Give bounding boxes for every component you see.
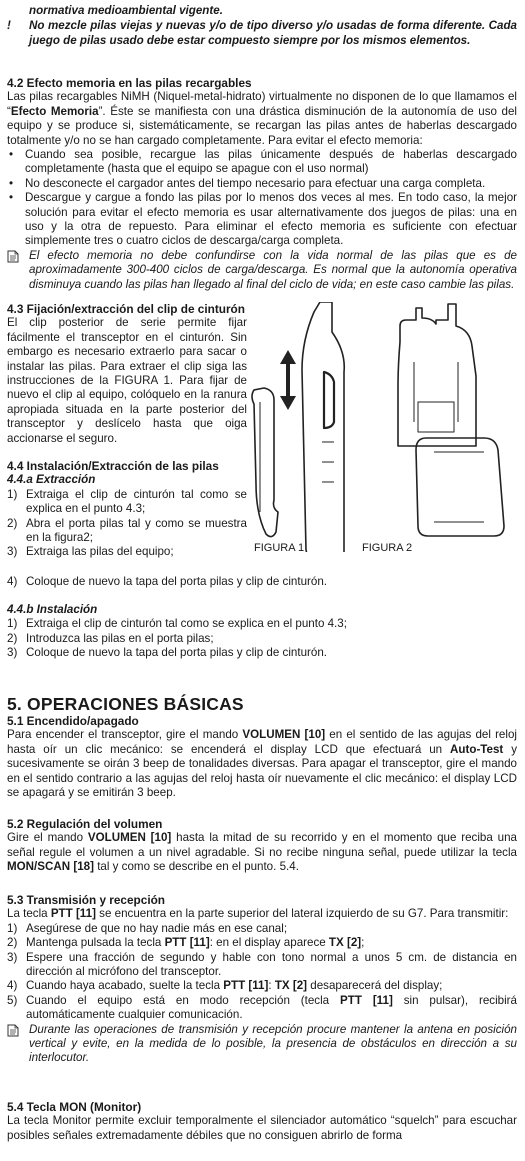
exclamation-icon: ! (7, 19, 11, 33)
note-item (7, 1023, 517, 1066)
figure-1-label: FIGURA 1 (254, 542, 305, 554)
step-number: 2) (7, 631, 18, 645)
battery-cover-shape (416, 438, 504, 536)
figure-2-label: FIGURA 2 (362, 542, 413, 554)
step-text (26, 979, 517, 993)
section-5-2 (7, 817, 517, 875)
text-run: tal y como se describe en el punto. 5.4. (93, 860, 299, 874)
section-4-2 (7, 76, 517, 292)
step-number: 3) (7, 950, 18, 964)
section-5-4-title: 5.4 Tecla MON (Monitor) (7, 1100, 142, 1114)
step-item (7, 575, 517, 589)
step-4-row (7, 575, 517, 589)
step-item (7, 951, 517, 980)
volume-key-ref: VOLUMEN [10] (87, 831, 172, 845)
section-5-4-body: La tecla Monitor permite excluir temporalmente el silenciador automático “squelch” para escuchar posibles señales extremadamente débiles que no consiguen abrirlo de forma (7, 1114, 517, 1142)
text-run: Asegúrese de que no hay nadie más en ese canal; (26, 921, 288, 935)
text-run: : (268, 979, 275, 993)
step-item (7, 632, 517, 646)
step-number: 4) (7, 575, 18, 588)
section-4-4-title: 4.4 Instalación/Extracción de las pilas (7, 459, 219, 473)
warning-text: No mezcle pilas viejas y nuevas y/o de tipo diverso y/o usadas de forma diferente. Cada juego de pilas usado debe estar compuesto siempre por los mismos elementos. (29, 19, 517, 47)
text-run: ; (361, 936, 365, 950)
bullet-text: No desconecte el cargador antes del tiempo necesario para efectuar una carga completa. (25, 176, 486, 190)
ptt-key-ref: PTT [11] (50, 907, 96, 921)
step-number: 4) (7, 979, 18, 993)
tx-indicator-ref: TX [2] (328, 936, 362, 950)
text-run: Para encender el transceptor, gire el mando (7, 728, 243, 742)
ptt-key-ref: PTT [11] (164, 936, 210, 950)
section-4-3-body: El clip posterior de serie permite fijar fácilmente el transceptor en el cinturón. Sin embargo es necesario extraerlo para sacar o instalar las pilas. Para extraer el clip siga las instrucciones de la FIGURA 1. Para fijar de nuevo el clip al equipo, colóquelo en la ranura apropiada situada en la parte posterior del transceptor y deslícelo hasta que oiga accionarse el seguro. (7, 316, 247, 445)
text-run: Cuando el equipo está en modo recepción (tecla (26, 993, 341, 1007)
note-item (7, 249, 517, 292)
text-run: sin pulsar), recibirá automáticamente cualquier comunicación. (26, 993, 517, 1022)
section-5-2-body (7, 831, 517, 874)
section-5-1-body (7, 728, 517, 800)
bullet-item (7, 191, 517, 249)
step-item (7, 936, 517, 950)
step-text: Coloque de nuevo la tapa del porta pilas y clip de cinturón. (26, 575, 327, 588)
note-text: El efecto memoria no debe confundirse con la vida normal de las pilas que es de aproximadamente 300-400 ciclos de carga/descarga. Es normal que la autonomía operativa disminuya cuando las pilas han llegado al final del ciclo de vida; en este caso cambie las pilas. (29, 248, 517, 291)
tx-indicator-ref: TX [2] (274, 979, 308, 993)
note-icon (7, 1023, 29, 1066)
env-regulation-line: normativa medioambiental vigente. (29, 4, 223, 17)
ptt-key-ref: PTT [11] (340, 993, 393, 1007)
step-number: 1) (7, 487, 18, 501)
note-icon (7, 249, 29, 292)
step-item (7, 517, 247, 546)
text-run: Mantenga pulsada la tecla (26, 936, 165, 950)
step-text: Coloque de nuevo la tapa del porta pilas y clip de cinturón. (26, 646, 327, 660)
bullet-text: Descargue y cargue a fondo las pilas por lo menos dos veces al mes. En todo caso, la mejor solución para evitar el efecto memoria es usar alternativamente dos juegos de pilas: una en uso y la otra de repuesto. Para eliminar el efecto memoria es suficiente con efectuar simplemente tres o cuatro ciclos de descarga/carga completa. (25, 191, 517, 248)
bullet-mark: • (9, 148, 14, 162)
step-item (7, 994, 517, 1023)
bullet-item (7, 177, 517, 191)
text-run: y sucesivamente se oirán 3 beep de tonalidades diversas. Para apagar el transceptor, gire el mando en el sentido contrario a las agujas del reloj hasta oír nuevamente el clic mecánico: el display LCD se apagará y se emitirán 3 beep. (7, 742, 517, 800)
step-item (7, 488, 247, 517)
section-5-title: 5. OPERACIONES BÁSICAS (7, 694, 244, 714)
step-item (7, 545, 247, 559)
note-text: Durante las operaciones de transmisión y recepción procure mantener la antena en posición vertical y evite, en la medida de lo posible, la presencia de obstáculos en dirección a su interlocutor. (29, 1022, 517, 1065)
section-4-3-title: 4.3 Fijación/extracción del clip de cinturón (7, 302, 245, 316)
subsection-4-4-a-title: 4.4.a Extracción (7, 473, 96, 487)
step-item (7, 617, 517, 631)
step-text (26, 951, 517, 980)
step-number: 2) (7, 936, 18, 950)
section-4-4 (7, 459, 247, 560)
step-item (7, 646, 517, 660)
section-5-3-intro (7, 907, 517, 921)
step-text (26, 936, 517, 950)
text-run: hasta la mitad de su recorrido y en el momento que reciba una señal regule el volumen a un nivel agradable. Si no recibe ninguna señal, puede utilizar la tecla (7, 831, 518, 859)
text-run: desaparecerá del display; (307, 979, 443, 993)
top-warning-block (7, 4, 517, 48)
text-run: Gire el mando (7, 831, 88, 845)
section-4-2-intro (7, 90, 517, 148)
text-run: en el sentido de las agujas del reloj hasta oír un clic mecánico: se encenderá el display LCD que efectuará un (7, 728, 517, 756)
subsection-4-4-b (7, 603, 517, 661)
step-text: Extraiga el clip de cinturón tal como se explica en el punto 4.3; (26, 487, 247, 516)
auto-test-term: Auto-Test (450, 742, 504, 756)
section-4-2-title: 4.2 Efecto memoria en las pilas recargables (7, 76, 252, 90)
subsection-4-4-b-title: 4.4.b Instalación (7, 603, 98, 616)
section-5-2-title: 5.2 Regulación del volumen (7, 817, 163, 831)
intro-text-a: Las pilas recargables NiMH (Niquel-metal-hidrato) virtualmente no disponen de lo que llamamos el “ (7, 90, 517, 118)
bullet-item (7, 148, 517, 177)
step-number: 5) (7, 993, 18, 1007)
section-5-1-title: 5.1 Encendido/apagado (7, 714, 139, 728)
step-number: 3) (7, 646, 18, 660)
step-text (26, 922, 517, 936)
section-4-3 (7, 302, 247, 446)
step-text: Extraiga las pilas del equipo; (26, 545, 174, 559)
step-number: 2) (7, 516, 18, 530)
bullet-mark: • (9, 176, 14, 190)
text-run: Cuando haya acabado, suelte la tecla (26, 979, 224, 993)
bullet-mark: • (9, 191, 14, 205)
text-run: La tecla (7, 907, 51, 921)
section-5-3-title: 5.3 Transmisión y recepción (7, 893, 166, 907)
step-number: 1) (7, 921, 18, 935)
section-5-4 (7, 1100, 517, 1143)
radio-back-body (398, 304, 476, 446)
step-item (7, 979, 517, 993)
ptt-key-ref: PTT [11] (223, 979, 269, 993)
text-run: Espere una fracción de segundo y hable con tono normal a unos 5 cm. de distancia en dirección al micrófono del transceptor. (26, 950, 517, 979)
step-text: Introduzca las pilas en el porta pilas; (26, 631, 214, 645)
step-text (26, 994, 517, 1023)
memory-effect-term: Efecto Memoria (10, 104, 99, 118)
step-number: 1) (7, 617, 18, 631)
text-run: se encuentra en la parte superior del lateral izquierdo de su G7. Para transmitir: (95, 907, 509, 921)
step-text: Abra el porta pilas tal y como se muestra en la figura2; (26, 516, 247, 545)
step-number: 3) (7, 545, 18, 559)
volume-key-ref: VOLUMEN [10] (242, 728, 326, 742)
belt-clip-shape (252, 388, 278, 537)
section-5-3 (7, 893, 517, 1066)
figures-illustration (248, 302, 518, 552)
step-item (7, 922, 517, 936)
bullet-text: Cuando sea posible, recargue las pilas únicamente después de haberlas descargado completamente (hasta que el equipo se apague con el uso normal) (25, 148, 517, 176)
section-5 (7, 694, 517, 800)
text-run: : en el display aparece (209, 936, 329, 950)
mon-scan-key-ref: MON/SCAN [18] (7, 860, 94, 874)
mix-batteries-warning (7, 19, 517, 48)
step-text: Extraiga el clip de cinturón tal como se explica en el punto 4.3; (26, 617, 347, 631)
intro-text-c: ”. Éste se manifiesta con una drástica disminución de la autonomía de uso del equipo y se produce si, sistemáticamente, se recargan las pilas antes de haberlas descargado totalmente y/o no se han cargado completamente. Para evitar el efecto memoria: (7, 104, 517, 147)
